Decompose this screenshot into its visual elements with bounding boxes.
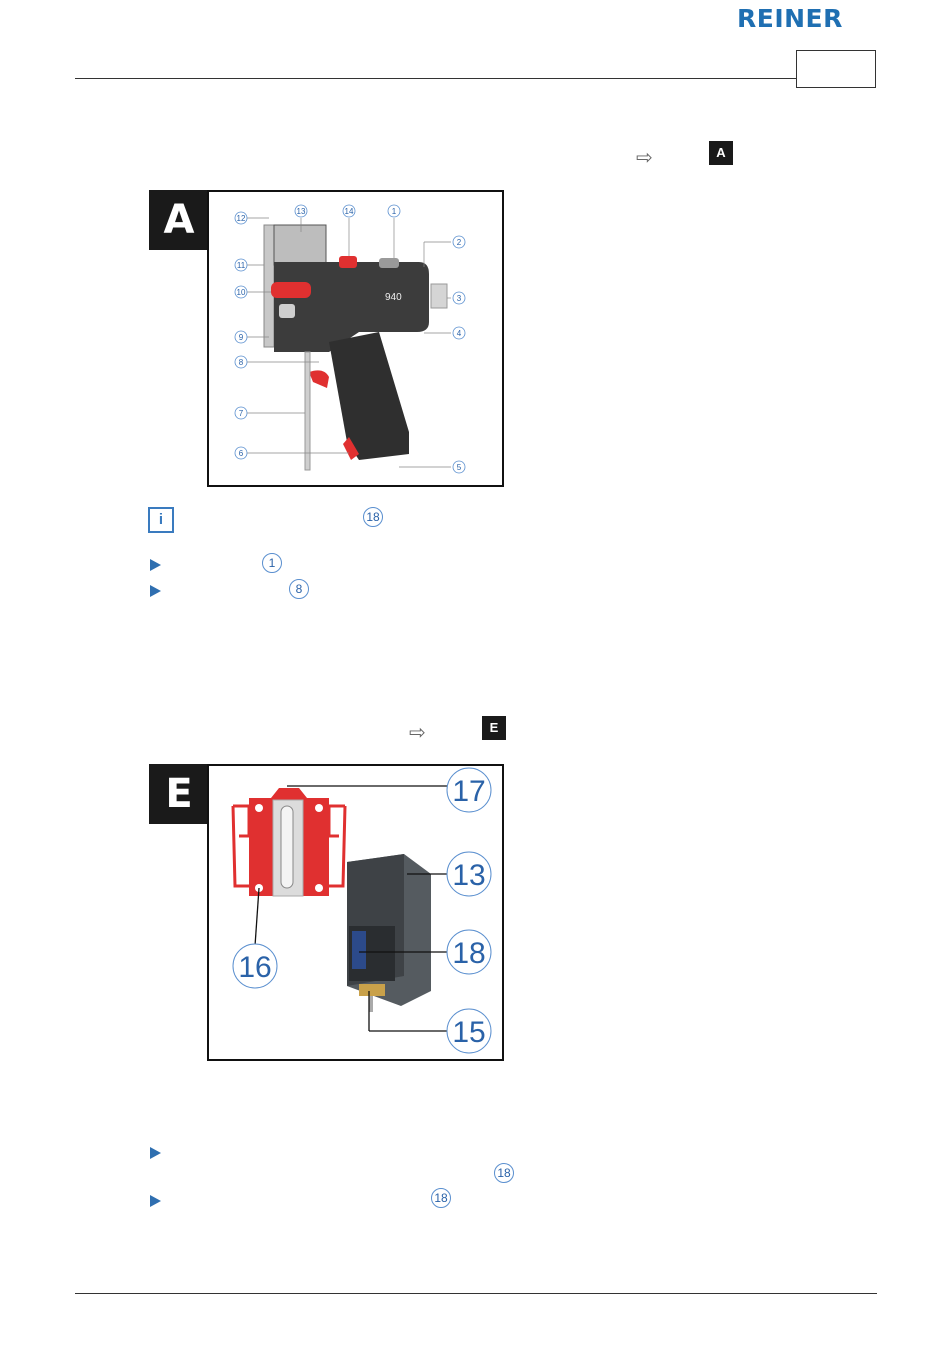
page-number-box [796,50,876,88]
callout-12: 12 [236,214,246,223]
callout-8: 8 [238,358,244,367]
callout-11: 11 [236,261,246,270]
triangle-bullet-icon [150,1195,161,1207]
figure-tab-a: A [149,190,209,250]
bullet-callout-8: 8 [289,579,309,599]
header-divider [75,78,797,79]
callout-13: 13 [296,207,306,216]
callout-5: 5 [456,463,462,472]
callout-18: 18 [452,937,486,970]
reference-arrow-icon: ⇨ [409,722,426,744]
figure-ref-badge-e: E [482,716,506,740]
footer-divider [75,1293,877,1294]
triangle-bullet-icon [150,1147,161,1159]
callout-16: 16 [238,951,272,984]
reiner-logo: REINER [737,4,843,33]
callout-2: 2 [456,238,462,247]
figure-ref-badge-a: A [709,141,733,165]
info-callout-18: 18 [363,507,383,527]
callout-4: 4 [456,329,462,338]
bullet-callout-18b: 18 [431,1188,451,1208]
callout-6: 6 [238,449,244,458]
triangle-bullet-icon [150,559,161,571]
figure-e-cartridge [207,764,504,1061]
callout-15: 15 [452,1016,486,1049]
callout-14: 14 [344,207,354,216]
triangle-bullet-icon [150,585,161,597]
callout-13: 13 [452,859,486,892]
figure-tab-e: E [149,764,209,824]
callout-17: 17 [452,775,486,808]
callout-1: 1 [391,207,397,216]
callout-3: 3 [456,294,462,303]
callout-7: 7 [238,409,244,418]
reference-arrow-icon: ⇨ [636,147,653,169]
bullet-callout-18a: 18 [494,1163,514,1183]
figure-a-hand-printer [207,190,504,487]
device-model-label: 940 [385,292,402,303]
bullet-callout-1: 1 [262,553,282,573]
info-icon: i [148,507,174,533]
callout-9: 9 [238,333,244,342]
callout-10: 10 [236,288,246,297]
